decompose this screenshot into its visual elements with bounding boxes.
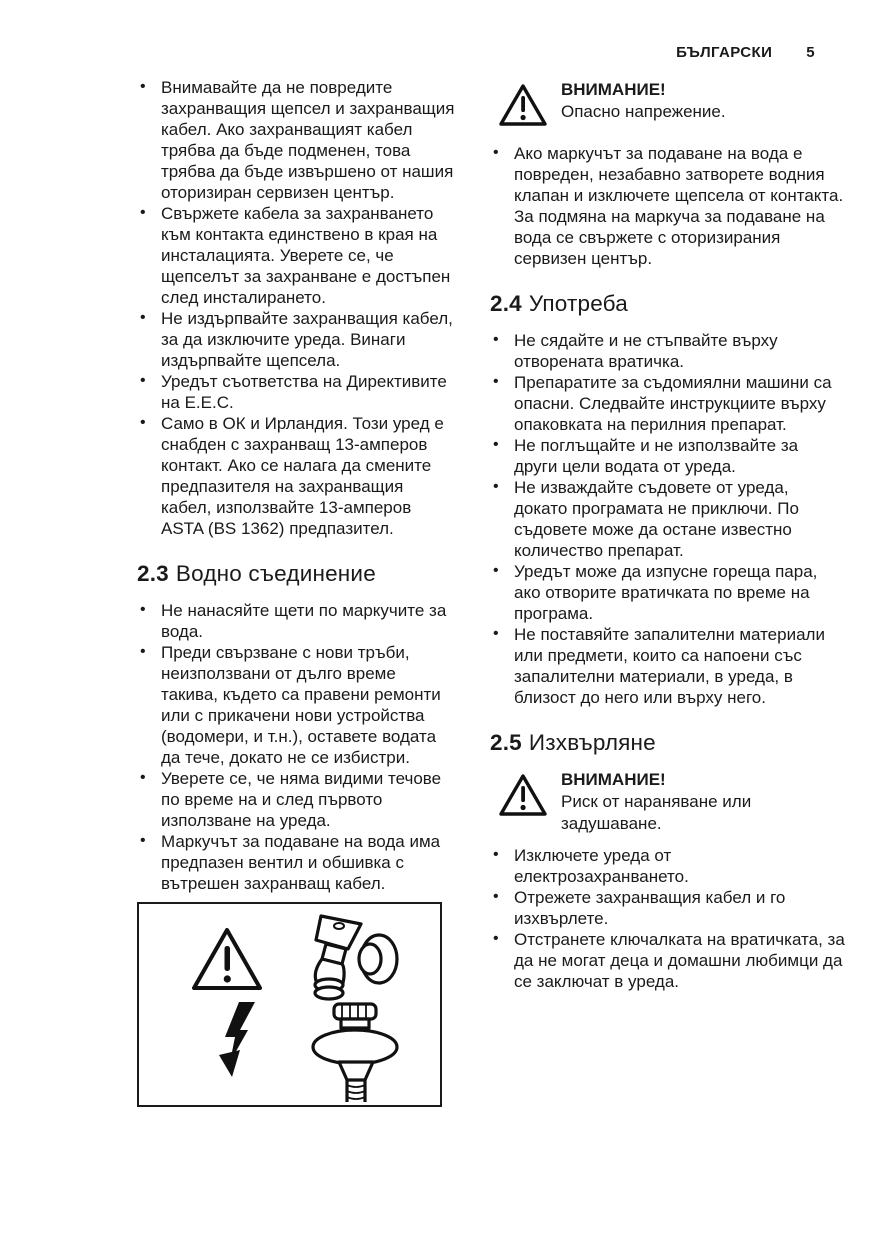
warning-message: Опасно напрежение. <box>561 102 726 121</box>
disposal-list <box>490 845 845 992</box>
voltage-warning-list <box>490 143 845 269</box>
warning-title: ВНИМАНИЕ! <box>561 80 666 99</box>
figure-illustration <box>139 904 440 1105</box>
section-title: Водно съединение <box>175 561 376 586</box>
water-tap-hose-figure <box>137 902 442 1107</box>
section-heading-2-5 <box>490 730 845 756</box>
left-column <box>137 77 455 1107</box>
list-item: • Само в ОК и Ирландия. Този уред е снабден с захранващ 13-амперов контакт. Ако се налага да смените предпазителя на захранващия кабел, използвайте 13-амперов ASTA (BS 1362) предпазител. <box>137 413 455 539</box>
list-item: • Уверете се, че няма видими течове по време на и след първото използване на уреда. <box>137 768 455 831</box>
list-item: • Препаратите за съдомиялни машини са опасни. Следвайте инструкциите върху опаковката на перилния препарат. <box>490 372 845 435</box>
section-title: Употреба <box>528 291 628 316</box>
page-number: 5 <box>806 44 815 61</box>
high-voltage-arrow-icon <box>219 1002 255 1077</box>
list-item: • Отстранете ключалката на вратичката, за да не могат деца и домашни любимци да се заключат в уреда. <box>490 929 845 992</box>
section-number: 2.4 <box>490 291 522 316</box>
list-item: • Не сядайте и не стъпвайте върху отворената вратичка. <box>490 330 845 372</box>
warning-text-block <box>548 769 845 835</box>
list-item: • Внимавайте да не повредите захранващия щепсел и захранващия кабел. Ако захранващият кабел трябва да бъде подменен, това трябва да бъде извършено от нашия оторизиран сервизен център. <box>137 77 455 203</box>
list-item: • Свържете кабела за захранването към контакта единствено в края на инсталацията. Уверете се, че щепселът за захранване е достъпен след инсталирането. <box>137 203 455 308</box>
use-list <box>490 330 845 708</box>
section-number: 2.5 <box>490 730 522 755</box>
list-item: • Отрежете захранващия кабел и го изхвърлете. <box>490 887 845 929</box>
section-heading-2-3 <box>137 561 455 587</box>
list-item: • Уредът съответства на Директивите на Е.Е.С. <box>137 371 455 413</box>
warning-message: Риск от нараняване или задушаване. <box>561 792 752 833</box>
inlet-hose-icon <box>313 1004 397 1102</box>
list-item: • Не поставяйте запалителни материали или предмети, които са напоени със запалителни материали, в уреда, в близост до него или върху него. <box>490 624 845 708</box>
list-item: • Преди свързване с нови тръби, неизползвани от дълго време такива, където са правени ремонти или с прикачени нови устройства (водомери, и т.н.), оставете водата да тече, докато не се избистри. <box>137 642 455 768</box>
list-item: • Не изваждайте съдовете от уреда, докато програмата не приключи. По съдовете може да остане известно количество препарат. <box>490 477 845 561</box>
warning-callout-disposal <box>498 769 845 835</box>
section-number: 2.3 <box>137 561 169 586</box>
two-column-layout <box>137 77 845 1107</box>
list-item: • Маркучът за подаване на вода има предпазен вентил и обшивка с вътрешен захранващ кабел. <box>137 831 455 894</box>
water-connection-list <box>137 600 455 894</box>
right-column <box>490 77 845 1107</box>
list-item: • Не издърпвайте захранващия кабел, за да изключите уреда. Винаги издърпвайте щепсела. <box>137 308 455 371</box>
water-tap-icon <box>315 916 397 999</box>
warning-triangle-icon <box>498 79 548 133</box>
warning-text-block <box>548 79 726 123</box>
list-item: • Уредът може да изпусне гореща пара, ако отворите вратичката по време на програма. <box>490 561 845 624</box>
list-item: • Не нанасяйте щети по маркучите за вода. <box>137 600 455 642</box>
warning-triangle-icon <box>498 769 548 823</box>
list-item: • Не поглъщайте и не използвайте за други цели водата от уреда. <box>490 435 845 477</box>
list-item: • Ако маркучът за подаване на вода е повреден, незабавно затворете водния клапан и изключете щепсела от контакта. За подмяна на маркуча за подаване на вода се свържете с оторизирания сервизен център. <box>490 143 845 269</box>
section-heading-2-4 <box>490 291 845 317</box>
list-item: • Изключете уреда от електрозахранването. <box>490 845 845 887</box>
warning-title: ВНИМАНИЕ! <box>561 770 666 789</box>
warning-callout-voltage <box>498 79 845 133</box>
section-title: Изхвърляне <box>528 730 656 755</box>
language-label: БЪЛГАРСКИ <box>676 44 773 61</box>
page-header <box>137 44 815 61</box>
electrical-safety-list <box>137 77 455 539</box>
